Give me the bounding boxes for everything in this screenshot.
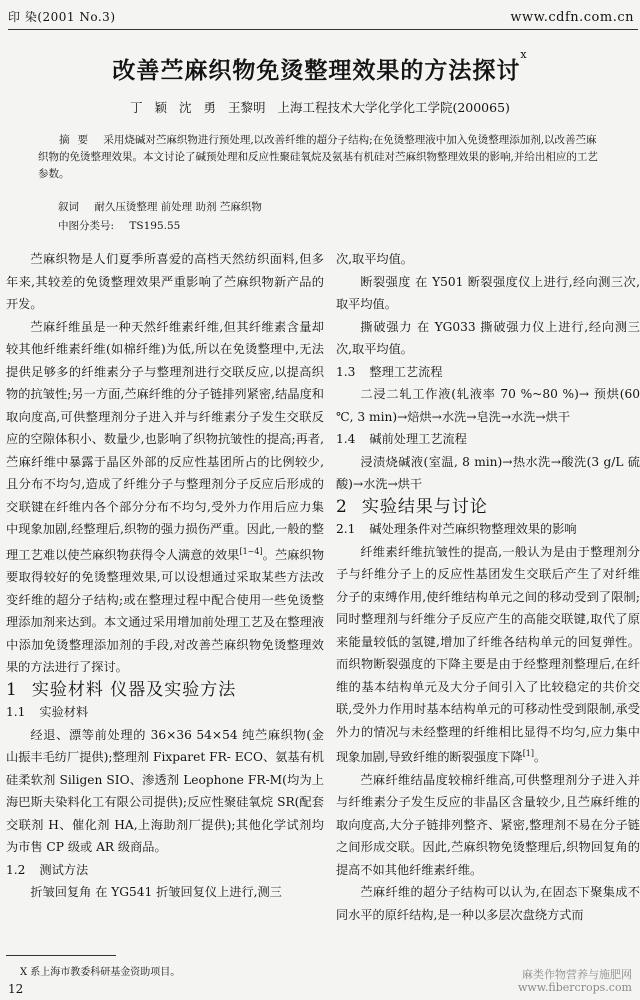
paragraph-text: 纤维素纤维抗皱性的提高,一般认为是由于整理剂分子与纤维分子上的反应性基团发生交联后产生了对纤维分子的束缚作用,使纤维结构单元之间的移动受到了限制;同时整理剂与纤维分子反应产生的高能交联键,取代了原来能量较低的氢键,增加了纤维各结构单元的回复弹性。而织物断裂强度的下降主要是由于经整理剂整理后,在纤维的基本结构单元及大分子间引入了比较稳定的共价交联,受外力作用时基本结构单元的可移动性受到限制,承受外力的情况与未经整理的纤维相比显得不均匀,应力集中现象加剧,导致纤维的断裂强度下降 xyxy=(336,544,640,765)
keywords-text: 耐久压烫整理 前处理 助剂 苎麻织物 xyxy=(94,201,262,213)
section-number: 1.3 xyxy=(336,364,356,379)
abstract-label: 摘要 xyxy=(59,134,96,146)
running-header-left: 印 染(2001 No.3) xyxy=(8,10,116,24)
keywords-label: 叙词 xyxy=(58,201,79,213)
footnote: X 系上海市教委科研基金资助项目。 xyxy=(20,967,181,978)
section-number: 1.1 xyxy=(6,705,26,720)
header-rule xyxy=(8,29,638,30)
subsection-heading-1-3 xyxy=(336,361,640,384)
paragraph xyxy=(336,541,640,769)
section-number: 1.4 xyxy=(336,432,356,446)
classification-label: 中图分类号: xyxy=(58,220,115,232)
article-title-text: 改善苎麻织物免烫整理效果的方法探讨 xyxy=(112,57,521,84)
section-number: 1.2 xyxy=(6,862,26,877)
paragraph: 苎麻纤维结晶度较棉纤维高,可供整理剂分子进入并与纤维素分子发生反应的非晶区含量较少,且苎麻纤维的取向度高,大分子链排列整齐、紧密,整理剂不易在分子链之间形成交联。因此,苎麻织物免烫整理后,织物回复角的提高不如其他纤维素纤维。 xyxy=(336,772,640,877)
authors-affiliation: 丁 颖 沈 勇 王黎明 上海工程技术大学化学化工学院(200065) xyxy=(130,100,510,115)
abstract xyxy=(38,132,603,183)
running-header-url: www.cdfn.com.cn xyxy=(510,10,634,25)
section-number: 1 xyxy=(6,679,18,700)
section-number: 2 xyxy=(336,496,348,517)
article-title xyxy=(0,48,640,85)
section-title: 碱处理条件对苎麻织物整理效果的影响 xyxy=(369,522,577,536)
paragraph: 撕破强力 在 YG033 撕破强力仪上进行,经向测三次,取平均值。 xyxy=(336,319,640,356)
watermark-line-1: 麻类作物营养与施肥网 xyxy=(522,968,632,981)
section-number: 2.1 xyxy=(336,522,356,536)
left-column xyxy=(6,248,324,904)
paragraph: 苎麻纤维的超分子结构可以认为,在固态下聚集成不同水平的原纤结构,是一种以多层次盘绕方式而 xyxy=(336,885,640,922)
paragraph: 二浸二轧工作液(轧液率 70 %~80 %)→ 预烘(60 ℃, 3 min)→焙烘→水洗→皂洗→水洗→烘干 xyxy=(336,387,640,424)
paragraph-text: 苎麻纤维虽是一种天然纤维素纤维,但其纤维素含量却较其他纤维素纤维(如棉纤维)为低,所以在免烫整理中,无法提供足够多的纤维素分子与整理剂进行交联反应,以提高织物的抗皱性;另一方面,苎麻纤维的分子链排列紧密,结晶度和取向度高,可供整理剂分子进入并与纤维素分子发生交联反应的空隙体积小、数量少,也影响了织物抗皱性的提高;再者,苎麻纤维中暴露于晶区外部的反应性基团所占的比例较少,且分布不均匀,造成了纤维分子与整理剂分子反应后形成的交联键在纤维内各个部分分布不均匀,受外力作用后应力集中现象加剧,经整理后,织物的强力损伤严重。因此,一般的整理工艺难以使苎麻织物获得令人满意的效果 xyxy=(6,319,324,562)
paragraph: 苎麻织物是人们夏季所喜爱的高档天然纺织面料,但多年来,其较差的免烫整理效果严重影响了苎麻织物新产品的开发。 xyxy=(6,252,324,311)
abstract-text: 采用烧碱对苎麻织物进行预处理,以改善纤维的超分子结构;在免烫整理液中加入免烫整理添加剂,以改善苎麻织物的免烫整理效果。本文讨论了碱预处理和反应性聚硅氧烷及氨基有机硅对苎麻织物整理效果的影响,并给出相应的工艺参数。 xyxy=(38,134,598,180)
paragraph: 浸渍烧碱液(室温, 8 min)→热水洗→酸洗(3 g/L 硫酸)→水洗→烘干 xyxy=(336,454,640,491)
right-column xyxy=(336,248,640,926)
citation-ref: [1~4] xyxy=(239,546,263,556)
paragraph: 经退、漂等前处理的 36×36 54×54 纯苎麻织物(金山振丰毛纺厂提供);整理剂 Fixparet FR- ECO、氨基有机硅柔软剂 Siligen SIO、渗透剂 Leophone FR-M(均为上海巴斯夫染料化工有限公司提供);反应性聚硅氧烷 SR(配套交联剂 H、催化剂 HA,上海助剂厂提供);其他化学试剂均为市售 CP 级或 AR 级商品。 xyxy=(6,727,324,855)
paragraph-text: 。苎麻织物要取得较好的免烫整理效果,可以设想通过采取某些方法改变纤维的超分子结构;或在整理过程中配合使用一些免烫整理添加剂来达到。本文通过采用增加前处理工艺及在整理液中添加免烫整理添加剂的手段,对改善苎麻织物免烫整理效果的方法进行了探讨。 xyxy=(6,547,325,675)
subsection-heading-2-1 xyxy=(336,518,640,541)
section-heading-1 xyxy=(6,679,324,702)
section-title: 整理工艺流程 xyxy=(369,364,443,379)
keywords xyxy=(58,199,262,214)
page-number: 12 xyxy=(8,982,24,996)
classification-number xyxy=(58,218,180,233)
paragraph: 次,取平均值。 xyxy=(336,252,413,266)
title-footnote-marker: x xyxy=(520,48,528,61)
classification-text: TS195.55 xyxy=(129,220,181,232)
paragraph xyxy=(6,316,324,679)
subsection-heading-1-1 xyxy=(6,701,324,724)
footnote-rule xyxy=(6,955,116,956)
section-title: 实验材料 仪器及实验方法 xyxy=(31,679,237,700)
paragraph: 折皱回复角 在 YG541 折皱回复仪上进行,测三 xyxy=(30,885,282,900)
citation-ref: [1] xyxy=(522,749,535,758)
section-title: 测试方法 xyxy=(39,862,89,877)
section-heading-2 xyxy=(336,496,640,519)
section-title: 实验结果与讨论 xyxy=(361,496,488,517)
section-title: 碱前处理工艺流程 xyxy=(369,432,467,446)
section-title: 实验材料 xyxy=(39,705,89,720)
subsection-heading-1-2 xyxy=(6,859,324,882)
paragraph: 断裂强度 在 Y501 断裂强度仪上进行,经向测三次,取平均值。 xyxy=(336,274,640,311)
paragraph-text: 。 xyxy=(534,750,547,765)
subsection-heading-1-4 xyxy=(336,428,640,451)
watermark-line-2: www.fibercrops.com xyxy=(517,981,632,994)
